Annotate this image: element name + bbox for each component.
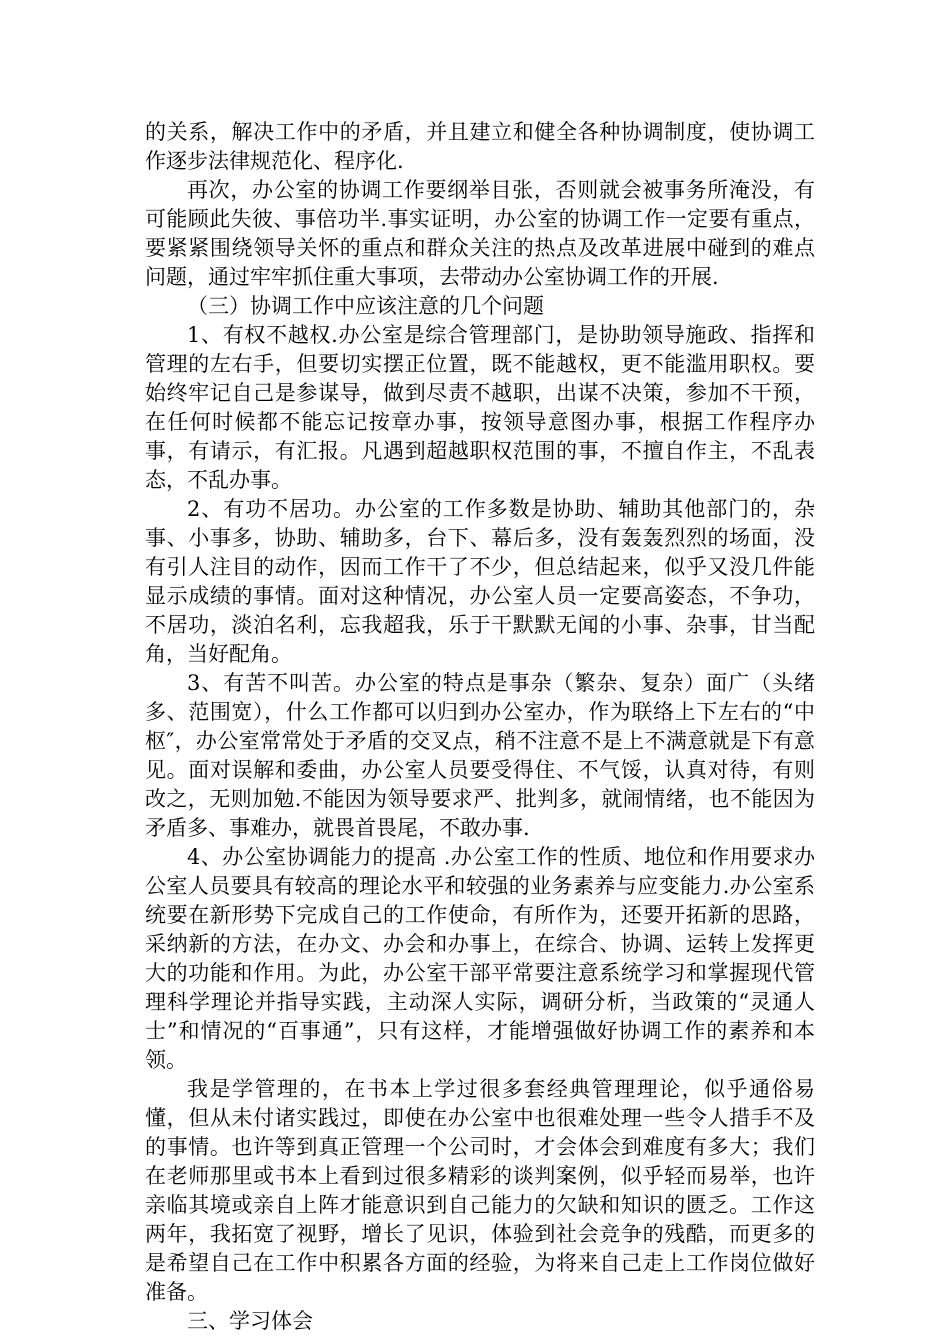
paragraph-point-4: 4、办公室协调能力的提高 .办公室工作的性质、地位和作用要求办公室人员要具有较高的理论水平和较强的业务素养与应变能力.办公室系统要在新形势下完成自己的工作使命，有所作为，还要开拓新的思路，采纳新的方法，在办文、办会和办事上，在综合、协调、运转上发挥更大的功能和作用。为此，办公室干部平常要注意系统学习和掌握现代管理科学理论并指导实践，主动深人实际，调研分析，当政策的“灵通人士”和情况的“百事通”，只有这样，才能增强做好协调工作的素养和本领。 [145, 845, 815, 1072]
paragraph-personal-reflection: 我是学管理的，在书本上学过很多套经典管理理论，似乎通俗易懂，但从未付诸实践过，即使在办公室中也很难处理一些令人措手不及的事情。也许等到真正管理一个公司时，才会体会到难度有多大；我们在老师那里或书本上看到过很多精彩的谈判案例，似乎轻而易举，也许亲临其境或亲自上阵才能意识到自己能力的欠缺和知识的匮乏。工作这两年，我拓宽了视野，增长了见识，体验到社会竞争的残酷，而更多的是希望自己在工作中积累各方面的经验，为将来自己走上工作岗位做好准备。 [145, 1077, 815, 1304]
document-body [145, 118, 815, 1336]
paragraph-point-1: 1、有权不越权.办公室是综合管理部门，是协助领导施政、指挥和管理的左右手，但要切实摆正位置，既不能越权，更不能滥用职权。要始终牢记自己是参谋导，做到尽责不越职，出谋不决策，参加不干预，在任何时候都不能忘记按章办事，按领导意图办事，根据工作程序办事，有请示，有汇报。凡遇到超越职权范围的事，不擅自作主，不乱表态，不乱办事。 [145, 323, 815, 492]
paragraph-coordination-focus: 再次，办公室的协调工作要纲举目张，否则就会被事务所淹没，有可能顾此失彼、事倍功半.事实证明，办公室的协调工作一定要有重点，要紧紧围绕领导关怀的重点和群众关注的热点及改革进展中碰到的难点问题，通过牢牢抓住重大事项，去带动办公室协调工作的开展. [145, 178, 815, 289]
subsection-heading: （三）协调工作中应该注意的几个问题 [187, 294, 544, 318]
section-heading: 三、学习体会 [187, 1309, 313, 1333]
paragraph-point-2: 2、有功不居功。办公室的工作多数是协助、辅助其他部门的，杂事、小事多，协助、辅助多，台下、幕后多，没有轰轰烈烈的场面，没有引人注目的动作，因而工作干了不少，但总结起来，似乎又没几件能显示成绩的事情。面对这种情况，办公室人员一定要高姿态，不争功，不居功，淡泊名利，忘我超我，乐于干默默无闻的小事、杂事，甘当配角，当好配角。 [145, 497, 815, 666]
paragraph-continuation: 的关系，解决工作中的矛盾，并且建立和健全各种协调制度，使协调工作逐步法律规范化、程序化. [145, 120, 815, 173]
paragraph-point-3: 3、有苦不叫苦。办公室的特点是事杂（繁杂、复杂）面广（头绪多、范围宽），什么工作都可以归到办公室办，作为联络上下左右的“中枢″，办公室常常处于矛盾的交叉点，稍不注意不是上不满意就是下有意见。面对误解和委曲，办公室人员要受得住、不气馁，认真对待，有则改之，无则加勉.不能因为领导要求严、批判多，就闹情绪，也不能因为矛盾多、事难办，就畏首畏尾，不敢办事. [145, 671, 815, 840]
